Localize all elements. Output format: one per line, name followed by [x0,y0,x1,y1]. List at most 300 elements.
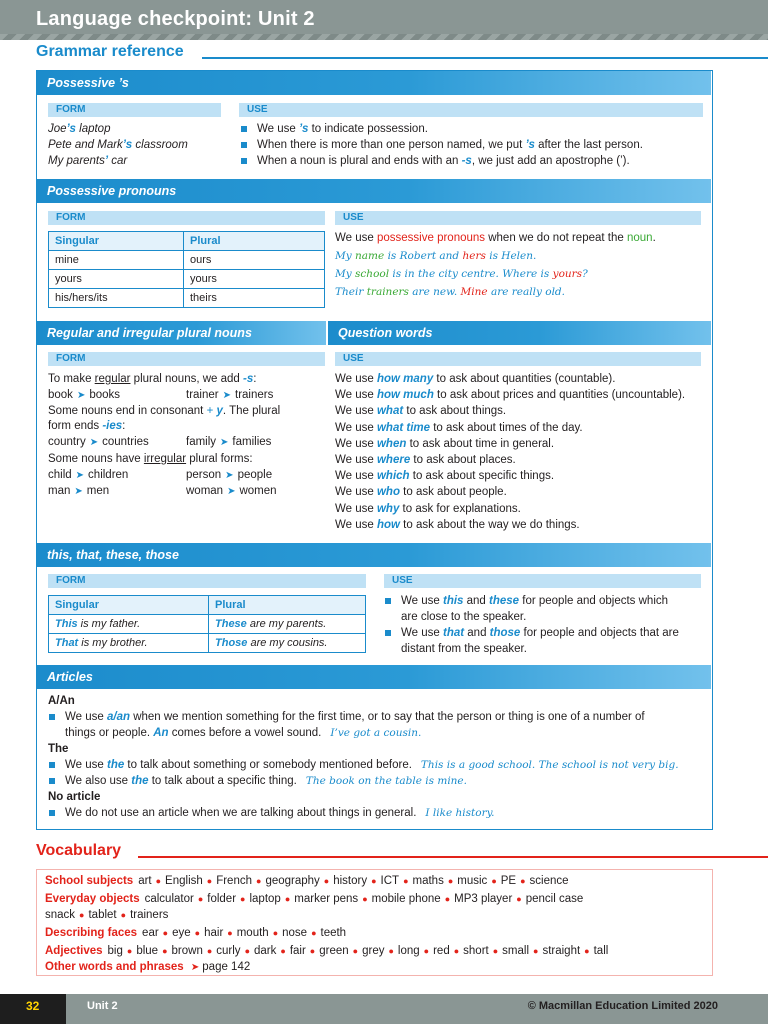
question-word-line [335,501,521,517]
footer-unit: Unit 2 [87,1000,118,1012]
text: to ask about the way we do things. [399,518,580,531]
grammar-reference-box [36,70,713,830]
bullet-dot-icon: ● [284,894,291,904]
possessive-example [48,153,127,169]
text: to ask about places. [410,454,516,466]
table-header-row [49,232,325,251]
page-number: 32 [0,994,66,1024]
vocabulary-box [36,869,713,976]
demonstrative-word: Those [215,637,248,649]
articles-band: Articles [37,665,711,689]
apostrophe-mark: ’s [525,139,535,151]
square-bullet-icon [49,762,55,768]
possessive-pronouns-example-2 [335,266,588,282]
vocabulary-category: School subjects [45,875,134,887]
vocabulary-word: dark [254,945,277,957]
vocabulary-word: straight [542,945,581,957]
plural-word: books [89,389,121,401]
vocabulary-heading: Vocabulary [36,842,122,859]
square-bullet-icon [241,126,247,132]
vocabulary-category: Other words and phrases [45,961,184,973]
vocabulary-word: MP3 player [454,893,513,905]
text: We use [257,123,299,135]
bullet-dot-icon: ● [280,946,286,956]
demonstratives-use-1-cont: are close to the speaker. [401,611,527,623]
apostrophe-mark: -s [461,155,472,167]
plural-pair [186,387,273,404]
vocabulary-word: trainers [130,909,169,921]
bullet-dot-icon: ● [206,946,213,956]
no-article-heading: No article [48,791,101,803]
vocabulary-word: hair [204,927,224,939]
question-word: how much [376,389,434,402]
vocabulary-word: mobile phone [371,893,441,905]
text: When a noun is plural and ends with an [257,155,462,167]
vocabulary-word: French [216,875,252,887]
table-cell [49,615,209,634]
underlined-word: irregular [143,453,187,465]
articles-the-use-1 [65,757,679,773]
text: things or people. [65,727,154,739]
text: We use [335,518,377,531]
text: to ask about specific things. [409,470,555,483]
text: Their [335,286,367,298]
demonstrative-word: These [215,618,247,630]
table-cell: his/hers/its [49,289,184,308]
text: : [122,420,126,432]
plural-word: women [239,485,277,497]
bullet-dot-icon: ● [240,894,246,904]
plus-sign: + [206,405,214,417]
square-bullet-icon [241,142,247,148]
bullet-dot-icon: ● [453,946,460,956]
example-sentence: I like history. [425,807,495,819]
table-header-cell: Singular [49,596,209,615]
bullet-dot-icon: ● [444,894,451,904]
question-word: when [376,437,407,450]
vocabulary-word: blue [136,945,159,957]
bullet-dot-icon: ● [120,910,127,920]
example-sentence: The book on the table is mine. [305,775,467,787]
arrow-right-icon: ➤ [222,390,231,401]
text: for people and objects which [519,595,669,607]
bullet-dot-icon: ● [403,876,409,886]
singular-word: family [186,436,217,448]
bullet-dot-icon: ● [533,946,539,956]
question-word: who [376,486,400,499]
table-header-cell: Singular [49,232,184,251]
question-word-line [335,484,507,500]
vocabulary-word: English [165,875,203,887]
vocabulary-word: geography [265,875,320,887]
table-cell: mine [49,251,184,270]
bullet-dot-icon: ● [244,946,250,956]
noun-word: trainers [366,286,409,298]
question-word-line [335,387,685,403]
question-words-use-label: USE [335,352,701,366]
text: We use [335,232,377,244]
plural-nouns-form-label: FORM [48,352,325,366]
demonstrative-word: That [55,637,79,649]
demonstratives-use-2-cont: distant from the speaker. [401,643,527,655]
bullet-dot-icon: ● [197,894,204,904]
apostrophe-mark: ’s [122,139,133,151]
plural-irregular-line [48,451,253,467]
vocabulary-word: red [433,945,450,957]
text: are my parents. [246,618,327,630]
vocabulary-word: tall [593,945,609,957]
text: . [652,232,656,244]
footer-bar [0,994,768,1024]
article-word: a/an [106,711,130,723]
demonstratives-band: this, that, these, those [37,543,711,567]
possessive-s-band: Possessive ’s [37,71,711,95]
bullet-dot-icon: ● [162,946,168,956]
possessive-pronouns-example-1 [335,248,536,264]
arrow-right-icon: ➤ [225,470,234,481]
text: and [464,627,490,639]
table-header-row [49,596,366,615]
question-words-band: Question words [328,321,711,345]
a-an-heading: A/An [48,695,75,707]
plural-pair [48,387,120,404]
bullet-dot-icon: ● [447,876,454,886]
vocabulary-rule-line [138,856,768,858]
grammar-rule-line [202,57,768,59]
vocabulary-word: laptop [249,893,281,905]
text: Pete and Mark [48,139,123,151]
question-word: how many [376,373,434,385]
plural-intro [48,371,256,387]
vocabulary-word: long [397,945,420,957]
bullet-dot-icon: ● [227,928,233,938]
bullet-dot-icon: ● [492,946,499,956]
vocabulary-word: eye [172,927,191,939]
square-bullet-icon [385,630,391,636]
text: to ask about times of the day. [430,421,583,434]
arrow-right-icon: ➤ [220,437,229,448]
demonstratives-form-label: FORM [48,574,366,588]
articles-no-article-use [65,805,494,821]
noun-word: name [355,250,385,262]
vocabulary-word: tablet [88,909,117,921]
text: We use [65,759,107,771]
text: to ask about things. [403,405,507,418]
text: and [463,595,490,607]
bullet-dot-icon: ● [206,876,213,886]
plural-ies-line [48,418,125,434]
text: My parents [48,155,105,167]
singular-word: man [48,485,71,497]
text: We use [335,373,377,385]
underlined-word: regular [94,373,131,385]
vocabulary-word: big [107,945,123,957]
question-word-line [335,452,516,468]
question-word-line [335,420,583,436]
possessive-pronouns-form-label: FORM [48,211,325,225]
demonstratives-use-2 [401,625,679,641]
bullet-dot-icon: ● [194,928,201,938]
question-word-line [335,468,554,484]
vocabulary-category: Everyday objects [45,893,140,905]
text: when we mention something for the first time, or to say that the person or thing is one of a number of [130,711,645,723]
question-word: what time [376,421,431,434]
question-word-line [335,371,615,387]
vocabulary-row [45,943,608,959]
vocabulary-word: snack [45,909,76,921]
text: . The plural [222,405,281,417]
singular-word: person [186,469,222,481]
bullet-dot-icon: ● [362,894,368,904]
singular-word: trainer [186,389,219,401]
the-heading: The [48,743,69,755]
page-reference: page 142 [202,961,251,973]
question-word-line [335,403,506,419]
pronoun-word: Mine [460,286,488,298]
plural-pair [186,483,277,500]
arrow-right-icon: ➤ [74,486,83,497]
arrow-right-icon: ➤ [76,390,86,401]
vocabulary-word: calculator [144,893,194,905]
text: car [108,155,128,167]
text: We use [335,470,377,483]
vocabulary-row [45,873,569,889]
text: to ask about quantities (countable). [433,373,616,385]
text: are my cousins. [247,637,328,649]
highlight-noun: noun [626,232,653,244]
text: We use [335,454,377,466]
vocabulary-word: green [319,945,349,957]
text: We use [401,627,443,639]
suffix-s: -s [243,373,254,385]
demonstratives-use-label: USE [384,574,701,588]
vocabulary-word: art [138,875,152,887]
text: : [253,373,257,385]
square-bullet-icon [385,598,391,604]
bullet-dot-icon: ● [126,946,133,956]
vocabulary-word: ear [142,927,159,939]
vocabulary-word: curly [216,945,241,957]
vocabulary-other-row [45,959,250,976]
text: We use [65,711,107,723]
text: We use [401,595,443,607]
demonstrative-word: those [489,627,521,639]
square-bullet-icon [49,810,55,816]
text: We do not use an article when we are talking about things in general. [65,807,417,819]
demonstratives-use-1 [401,593,668,609]
singular-word: child [48,469,72,481]
table-cell [209,615,366,634]
text: We also use [65,775,132,787]
question-word: which [376,470,410,483]
example-sentence: This is a good school. The school is not very big. [420,759,679,771]
plural-word: men [86,485,110,497]
text: is my brother. [78,637,148,649]
bullet-dot-icon: ● [79,910,85,920]
text: are really old. [487,286,565,298]
text: to ask about prices and quantities (uncountable). [433,389,686,402]
bullet-dot-icon: ● [162,928,169,938]
table-cell: ours [184,251,325,270]
header-bar [0,0,768,40]
text: for people and objects that are [520,627,679,639]
table-cell [49,634,209,653]
vocabulary-word: mouth [236,927,269,939]
bullet-dot-icon: ● [371,876,377,886]
bullet-dot-icon: ● [584,946,590,956]
article-word: An [153,727,169,739]
text: to talk about a specific thing. [148,775,297,787]
plural-pair [186,434,271,451]
articles-a-an-use [65,709,645,725]
text: To make [48,373,95,385]
vocabulary-row [45,925,346,941]
table-row [49,615,366,634]
bullet-dot-icon: ● [155,876,162,886]
apostrophe-mark: ’s [298,123,309,135]
vocabulary-word: ICT [380,875,400,887]
arrow-right-icon: ➤ [75,470,85,481]
vocabulary-word: PE [500,875,517,887]
possessive-pronouns-example-3 [335,284,565,300]
text: When there is more than one person named, we put [257,139,526,151]
singular-word: book [48,389,73,401]
bullet-dot-icon: ● [423,946,430,956]
page-title: Language checkpoint: Unit 2 [36,8,315,30]
text: to ask about people. [399,486,507,499]
vocabulary-word: folder [207,893,237,905]
example-sentence: I’ve got a cousin. [330,727,422,739]
text: when we do not repeat the [485,232,627,244]
possessive-use [257,121,428,137]
bullet-dot-icon: ● [309,946,316,956]
text: plural forms: [186,453,253,465]
bullet-dot-icon: ● [323,876,330,886]
square-bullet-icon [49,778,55,784]
vocabulary-word: nose [282,927,308,939]
suffix-ies: -ies [102,420,123,432]
plural-word: families [232,436,272,448]
text: We use [335,421,377,434]
text: My [335,268,356,280]
footer-copyright: © Macmillan Education Limited 2020 [527,1000,718,1012]
text: , we just add an apostrophe (’). [471,155,630,167]
plural-word: people [237,469,273,481]
possessive-pronouns-use-label: USE [335,211,701,225]
vocabulary-category: Adjectives [45,945,103,957]
pronoun-word: yours [552,268,583,280]
text: Some nouns end in consonant [48,405,207,417]
demonstrative-word: that [442,627,465,639]
question-word: what [376,405,404,418]
apostrophe-mark: ’s [66,123,76,135]
bullet-dot-icon: ● [352,946,359,956]
table-row [49,251,325,270]
table-cell: theirs [184,289,325,308]
text: classroom [132,139,188,151]
vocabulary-word: small [502,945,530,957]
demonstrative-word: This [55,618,78,630]
vocabulary-word: music [457,875,488,887]
demonstrative-word: these [489,595,520,607]
text: We use [335,405,377,418]
articles-the-use-2 [65,773,467,789]
vocabulary-word: grey [362,945,385,957]
bullet-dot-icon: ● [311,928,317,938]
text: form ends [48,420,103,432]
table-cell: yours [184,270,325,289]
vocabulary-category: Describing faces [45,927,138,939]
text: ? [582,268,588,280]
plural-pair [48,483,109,500]
plural-word: children [88,469,129,481]
question-word-line [335,517,580,533]
text: comes before a vowel sound. [168,727,322,739]
text: is in the city centre. Where is [389,268,553,280]
bullet-dot-icon: ● [491,876,497,886]
bullet-dot-icon: ● [256,876,262,886]
square-bullet-icon [241,158,247,164]
text: is Robert and [384,250,463,262]
vocabulary-word: fair [289,945,306,957]
text: laptop [75,123,111,135]
table-cell [209,634,366,653]
letter-y: y [216,405,223,417]
plural-consonant-line [48,403,280,419]
articles-a-an-use-cont [65,725,421,741]
demonstratives-table [48,595,366,653]
possessive-example [48,121,110,137]
text: to indicate possession. [308,123,428,135]
arrow-right-icon: ➤ [227,486,236,497]
bullet-dot-icon: ● [516,894,522,904]
text: We use [335,389,377,402]
vocabulary-row [45,891,583,907]
question-word: how [376,518,400,531]
possessive-example [48,137,188,153]
bullet-dot-icon: ● [520,876,526,886]
grammar-reference-heading: Grammar reference [36,43,184,60]
plural-pair [186,467,272,484]
vocabulary-word: science [529,875,569,887]
possessive-s-use-label: USE [239,103,703,117]
plural-word: trainers [235,389,274,401]
singular-word: woman [186,485,224,497]
table-cell: yours [49,270,184,289]
table-row [49,289,325,308]
vocabulary-word: brown [171,945,203,957]
singular-word: country [48,436,86,448]
question-word: why [376,502,400,515]
text: Joe [48,123,67,135]
possessive-pronouns-band: Possessive pronouns [37,179,711,203]
arrow-right-icon: ➤ [89,437,99,448]
text: to ask for explanations. [399,502,521,515]
possessive-pronouns-use-line [335,230,656,246]
plural-pair [48,434,149,451]
text: We use [335,486,377,499]
arrow-right-icon: ➤ [190,962,200,973]
vocabulary-word: short [463,945,489,957]
question-word-line [335,436,554,452]
text: to ask about time in general. [406,437,555,450]
text: is Helen. [485,250,537,262]
bullet-dot-icon: ● [272,928,279,938]
article-word: the [106,759,125,771]
possessive-s-form-label: FORM [48,103,221,117]
text: are new. [408,286,461,298]
table-row [49,270,325,289]
